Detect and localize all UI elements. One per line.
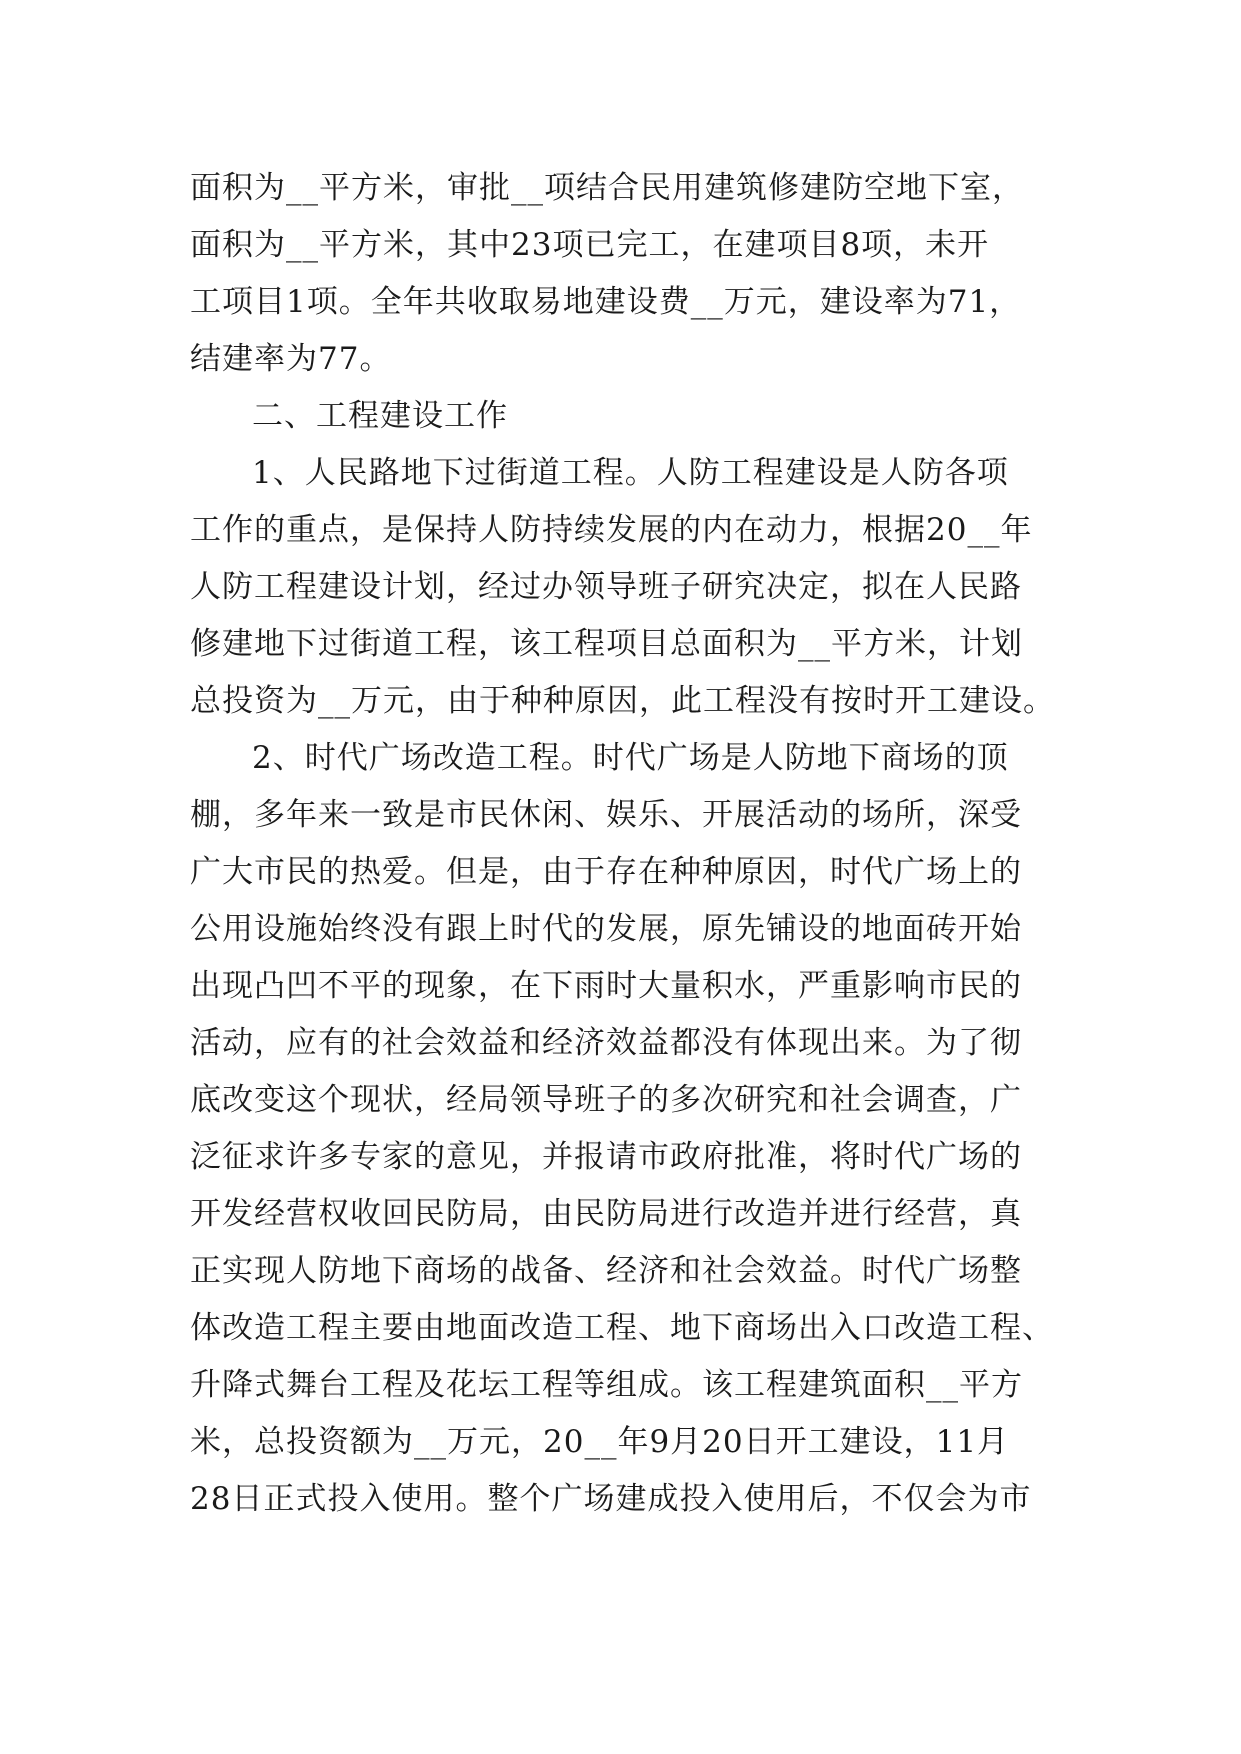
text-line-1: 面积为__平方米，审批__项结合民用建筑修建防空地下室， <box>190 170 1024 206</box>
text-line-14: 公用设施始终没有跟上时代的发展，原先铺设的地面砖开始 <box>190 911 1022 947</box>
text-line-10: 总投资为__万元，由于种种原因，此工程没有按时开工建设。 <box>190 683 1055 719</box>
text-line-15: 出现凸凹不平的现象，在下雨时大量积水，严重影响市民的 <box>190 968 1022 1004</box>
text-line-6: 1、人民路地下过街道工程。人防工程建设是人防各项 <box>252 455 1009 491</box>
text-line-17: 底改变这个现状，经局领导班子的多次研究和社会调查，广 <box>190 1082 1022 1118</box>
text-line-12: 棚，多年来一致是市民休闲、娱乐、开展活动的场所，深受 <box>190 797 1022 833</box>
text-line-21: 体改造工程主要由地面改造工程、地下商场出入口改造工程、 <box>190 1310 1054 1346</box>
text-line-22: 升降式舞台工程及花坛工程等组成。该工程建筑面积__平方 <box>190 1367 1023 1403</box>
text-line-7: 工作的重点，是保持人防持续发展的内在动力，根据20__年 <box>190 512 1033 548</box>
text-line-8: 人防工程建设计划，经过办领导班子研究决定，拟在人民路 <box>190 569 1022 605</box>
text-line-16: 活动，应有的社会效益和经济效益都没有体现出来。为了彻 <box>190 1025 1022 1061</box>
text-line-13: 广大市民的热爱。但是，由于存在种种原因，时代广场上的 <box>190 854 1022 890</box>
section-heading: 二、工程建设工作 <box>252 398 508 434</box>
text-line-23: 米，总投资额为__万元，20__年9月20日开工建设，11月 <box>190 1424 1010 1460</box>
text-line-24: 28日正式投入使用。整个广场建成投入使用后，不仅会为市 <box>190 1481 1032 1517</box>
text-line-20: 正实现人防地下商场的战备、经济和社会效益。时代广场整 <box>190 1253 1022 1289</box>
text-line-2: 面积为__平方米，其中23项已完工，在建项目8项，未开 <box>190 227 990 263</box>
text-line-4: 结建率为77。 <box>190 341 392 377</box>
text-line-9: 修建地下过街道工程，该工程项目总面积为__平方米，计划 <box>190 626 1023 662</box>
text-line-19: 开发经营权收回民防局，由民防局进行改造并进行经营，真 <box>190 1196 1022 1232</box>
text-line-11: 2、时代广场改造工程。时代广场是人防地下商场的顶 <box>252 740 1009 776</box>
text-line-3: 工项目1项。全年共收取易地建设费__万元，建设率为71， <box>190 284 1022 320</box>
text-line-18: 泛征求许多专家的意见，并报请市政府批准，将时代广场的 <box>190 1139 1022 1175</box>
